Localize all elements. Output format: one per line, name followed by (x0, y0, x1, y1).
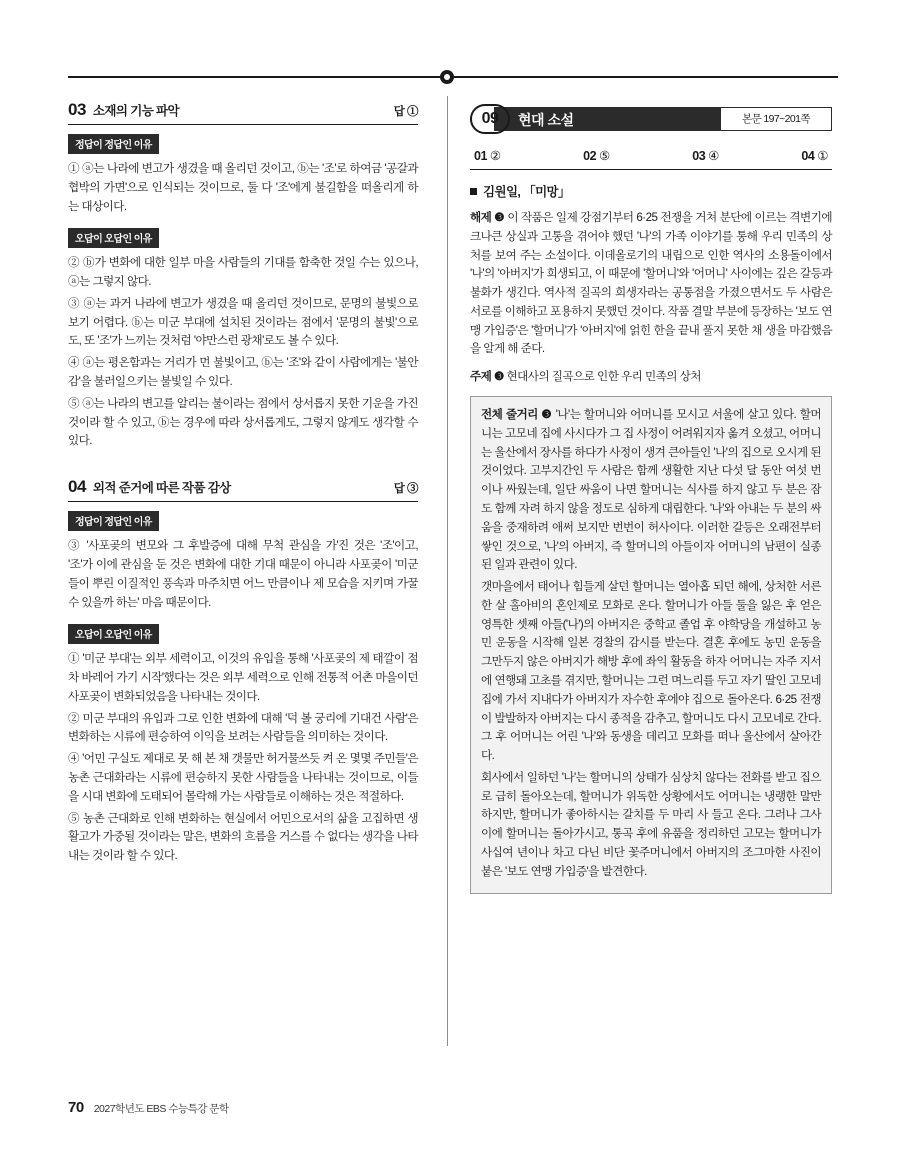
haeje-label: 해제 (470, 211, 492, 224)
question-title-03: 소재의 기능 파악 (92, 104, 179, 118)
right-column (470, 104, 832, 894)
answer-key-02-num: 02 (583, 149, 597, 163)
haeje-text: 이 작품은 일제 강점기부터 6·25 전쟁을 거쳐 분단에 이르는 격변기에 크나큰 상실과 고통을 겪어야 했던 '나'의 가족 이야기를 통해 우리 민족의 상처를 보여 주는 소설이다. 이데올로기의 내립으로 인한 역사의 소용돌이에서 '나'의 '아버지'가 희생되고, 이 때문에 '할머니'와 '어머니' 사이에는 깊은 갈등과 불화가 생긴다. 역사적 질곡의 희생자라는 공통점을 가졌으면서도 두 사람은 서로를 이해하고 포용하지 못했던 것이다. 작품 결말 부분에 등장하는 '보도 연맹 가입증'은 '할머니'가 '아버지'에 얽힌 한을 끝내 풀지 못한 채 생을 마감했음을 알게 해 준다. (470, 211, 832, 356)
answer-key-02-choice: ⑤ (599, 149, 610, 163)
haeje-paragraph (470, 209, 832, 359)
question-number-04: 04 (68, 477, 86, 497)
left-column (68, 100, 418, 892)
wrong-reason-para-03-5: ⑤ ⓐ는 나라의 변고를 알리는 불이라는 점에서 상서롭지 못한 기운을 가진 것이라 할 수 있고, ⓑ는 경우에 따라 상서롭게도, 그렇지 않게도 생각할 수 있다. (68, 396, 418, 448)
section-label: 현대 소설 (518, 112, 574, 128)
spacer (68, 615, 418, 624)
answer-key-01 (474, 148, 501, 163)
haeje-arrow-icon: ❸ (494, 211, 505, 224)
juje-paragraph (470, 368, 832, 387)
answer-key-02 (583, 148, 610, 163)
summary-label: 전체 줄거리 (481, 408, 538, 422)
section-number-badge: 09 (470, 104, 510, 134)
correct-reason-tag-04: 정답이 정답인 이유 (68, 511, 159, 531)
question-header-04 (68, 477, 418, 502)
wrong-reason-tag-03: 오답이 오답인 이유 (68, 228, 159, 248)
correct-reason-para-03-1: ① ⓐ는 나라에 변고가 생겼을 때 올리던 것이고, ⓑ는 '조'로 하여금 '공갈과 협박의 가면'으로 인식되는 것이므로, 둘 다 '조'에게 불길함을 떠올리게 하는 대상이다. (68, 162, 418, 213)
answer-key-01-num: 01 (474, 149, 487, 163)
top-center-dot (440, 70, 454, 84)
juje-text: 현대사의 질곡으로 인한 우리 민족의 상처 (506, 370, 701, 384)
question-header-03 (68, 100, 418, 125)
summary-paragraph-2: 갯마을에서 태어나 힘들게 살던 할머니는 열아홉 되던 해에, 상처한 서른한 살 홀아비의 혼인제로 모화로 온다. 할머니가 아들 둘을 잃은 후 얻은 영특한 셋째 아들('나')의 아버지은 중학교 졸업 후 야학당을 개설하고 농민 운동을 시작해 일본 경찰의 감시를 받는다. 결혼 후에도 농민 운동을 그만두지 않은 아버지가 해방 후에 좌익 활동을 하자 어머니는 자주 지서에 연행돼 고초를 겪지만, 할머니는 그런 며느리를 두고 자기 딸인 고모네 집에 가서 지내다가 아버지가 자수한 후에야 집으로 돌아온다. 6·25 전쟁이 발발하자 아버지는 다시 종적을 감추고, 할머니도 다시 고모네로 간다. 그 후 어머니는 어린 '나'와 동생을 데리고 모화를 떠나 울산에서 살아간다. (481, 580, 821, 763)
answer-key-04 (801, 148, 828, 163)
footer-title: 2027학년도 EBS 수능특강 문학 (93, 1103, 229, 1115)
answer-key-03 (692, 148, 719, 163)
wrong-reason-para-04-5: ⑤ 농촌 근대화로 인해 변화하는 현실에서 어민으로서의 삶을 고집하면 생활고가 가중될 것이라는 말은, 변화의 흐름을 거스를 수 없다는 생각을 나타내는 것이라 할 수 있다. (68, 811, 418, 863)
wrong-reason-para-03-3: ③ ⓐ는 과거 나라에 변고가 생겼을 때 올리던 것이므로, 문명의 불빛으로 보기 어렵다. ⓑ는 미군 부대에 설치된 것이라는 점에서 '문명의 불빛'으로도, 또 '조'가 느끼는 것처럼 '야만스런 광채'로도 볼 수 있다. (68, 296, 418, 348)
summary-box (470, 396, 832, 894)
work-title-text: 김원일, 「미망」 (483, 185, 570, 199)
answer-key-01-choice: ② (489, 149, 501, 163)
wrong-reason-tag-04: 오답이 오답인 이유 (68, 624, 159, 644)
summary-arrow-icon: ❸ (541, 408, 553, 422)
wrong-reason-para-04-4: ④ '어민 구실도 제대로 못 해 본 채 갯물만 허거물쓰듯 켜 온 몇몇 주민들'은 농촌 근대화라는 시류에 편승하지 못한 사람들을 나타내는 것이므로, 이들을 시대 변화에 도태되어 몰락해 가는 사람들로 이해하는 것은 적절하다. (68, 752, 418, 803)
question-title-04: 외적 준거에 따른 작품 감상 (92, 481, 231, 496)
summary-paragraph-3: 회사에서 일하던 '나'는 할머니의 상태가 심상치 않다는 전화를 받고 집으로 급히 돌아오는데, 할머니가 위독한 상황에서도 어머니는 냉랭한 말만 하지만, 할머니가 좋아하시는 갈치를 두 마리 사 들고 온다. 그러나 그사이에 할머니는 돌아가시고, 통곡 후에 유품을 정리하던 고모는 할머니가 사십여 년이나 차고 다닌 비단 꽃주머니에서 아버지의 조그마한 사진이 붙은 '보도 연맹 가입증'을 발견한다. (481, 770, 821, 878)
column-divider (447, 96, 448, 1046)
question-block-04 (68, 477, 418, 866)
work-title (470, 182, 832, 200)
answer-key-04-choice: ① (817, 149, 828, 163)
section-header (470, 104, 832, 138)
juje-label: 주제 (470, 370, 492, 384)
answer-key-row (470, 146, 832, 170)
juje-arrow-icon: ❸ (493, 370, 504, 384)
answer-key-03-num: 03 (692, 149, 706, 163)
summary-text-1: '나'는 할머니와 어머니를 모시고 서울에 살고 있다. 할머니는 고모네 집에 사시다가 그 집 사정이 어려워지자 옮겨 오셨고, 어머니는 울산에서 장사를 하다가 사정이 생겨 큰아들인 '나'의 집으로 오시게 된 것이었다. 고부지간인 두 사람은 함께 생활한 지난 다섯 달 동안 여섯 번이나 싸웠는데, 일단 싸움이 나면 할머니는 식사를 하지 않고 두 분은 잠도 함께 자려 하지 않을 정도로 심하게 대립한다. '나'와 아내는 두 분의 싸움을 중재하려 애써 보지만 번번이 허사이다. 이러한 갈등은 오래전부터 쌓인 것으로, '나'의 아버지, 즉 할머니의 아들이자 어머니의 남편이 실종된 일과 관련이 있다. (481, 408, 822, 572)
summary-paragraph-1 (481, 406, 821, 575)
correct-reason-para-04-3: ③ '사포곶의 변모와 그 후발증에 대해 무척 관심을 가'진 것은 '조'이고, '조'가 이에 관심을 둔 것은 변화에 대한 기대 때문이 아니라 사포곶이 '미군들이 뿌린 이질적인 풍속과 마주치면 어느 만큼이나 제 모습을 지키며 가꿀 수 있을까 하는' 마음 때문이다. (68, 539, 418, 609)
square-bullet-icon (470, 188, 477, 195)
question-block-03 (68, 100, 418, 451)
question-number-03: 03 (68, 100, 86, 119)
wrong-reason-para-03-2: ② ⓑ가 변화에 대한 일부 마을 사람들의 기대를 함축한 것일 수는 있으나, ⓐ는 그렇지 않다. (68, 256, 418, 289)
page-number: 70 (68, 1099, 84, 1116)
wrong-reason-para-03-4: ④ ⓐ는 평온함과는 거리가 먼 불빛이고, ⓑ는 '조'와 같이 사람에게는 '불안감'을 불러일으키는 불빛일 수 있다. (68, 356, 418, 389)
answer-key-03-choice: ④ (708, 149, 719, 163)
wrong-reason-para-04-1: ① '미군 부대'는 외부 세력이고, 이것의 유입을 통해 '사포곶의 제 태깔이 점차 바레어 가기 시작'했다는 것은 외부 세력으로 인해 전통적 어촌 마을이던 사포곶이 변화되었음을 나타내는 것이다. (68, 652, 418, 703)
wrong-reason-para-04-2: ② 미군 부대의 유입과 그로 인한 변화에 대해 '덕 볼 궁리에 기대건 사람'은 변화하는 시류에 편승하여 이익을 보려는 사람들을 의미하는 것이다. (68, 711, 418, 744)
correct-reason-tag-03: 정답이 정답인 이유 (68, 134, 159, 154)
answer-key-04-num: 04 (801, 149, 815, 163)
spacer (68, 219, 418, 228)
page-footer (68, 1099, 229, 1116)
question-answer-03: 답 ① (393, 106, 418, 118)
question-answer-04: 답 ③ (393, 483, 418, 496)
section-page-reference: 본문 197~201쪽 (720, 107, 832, 131)
